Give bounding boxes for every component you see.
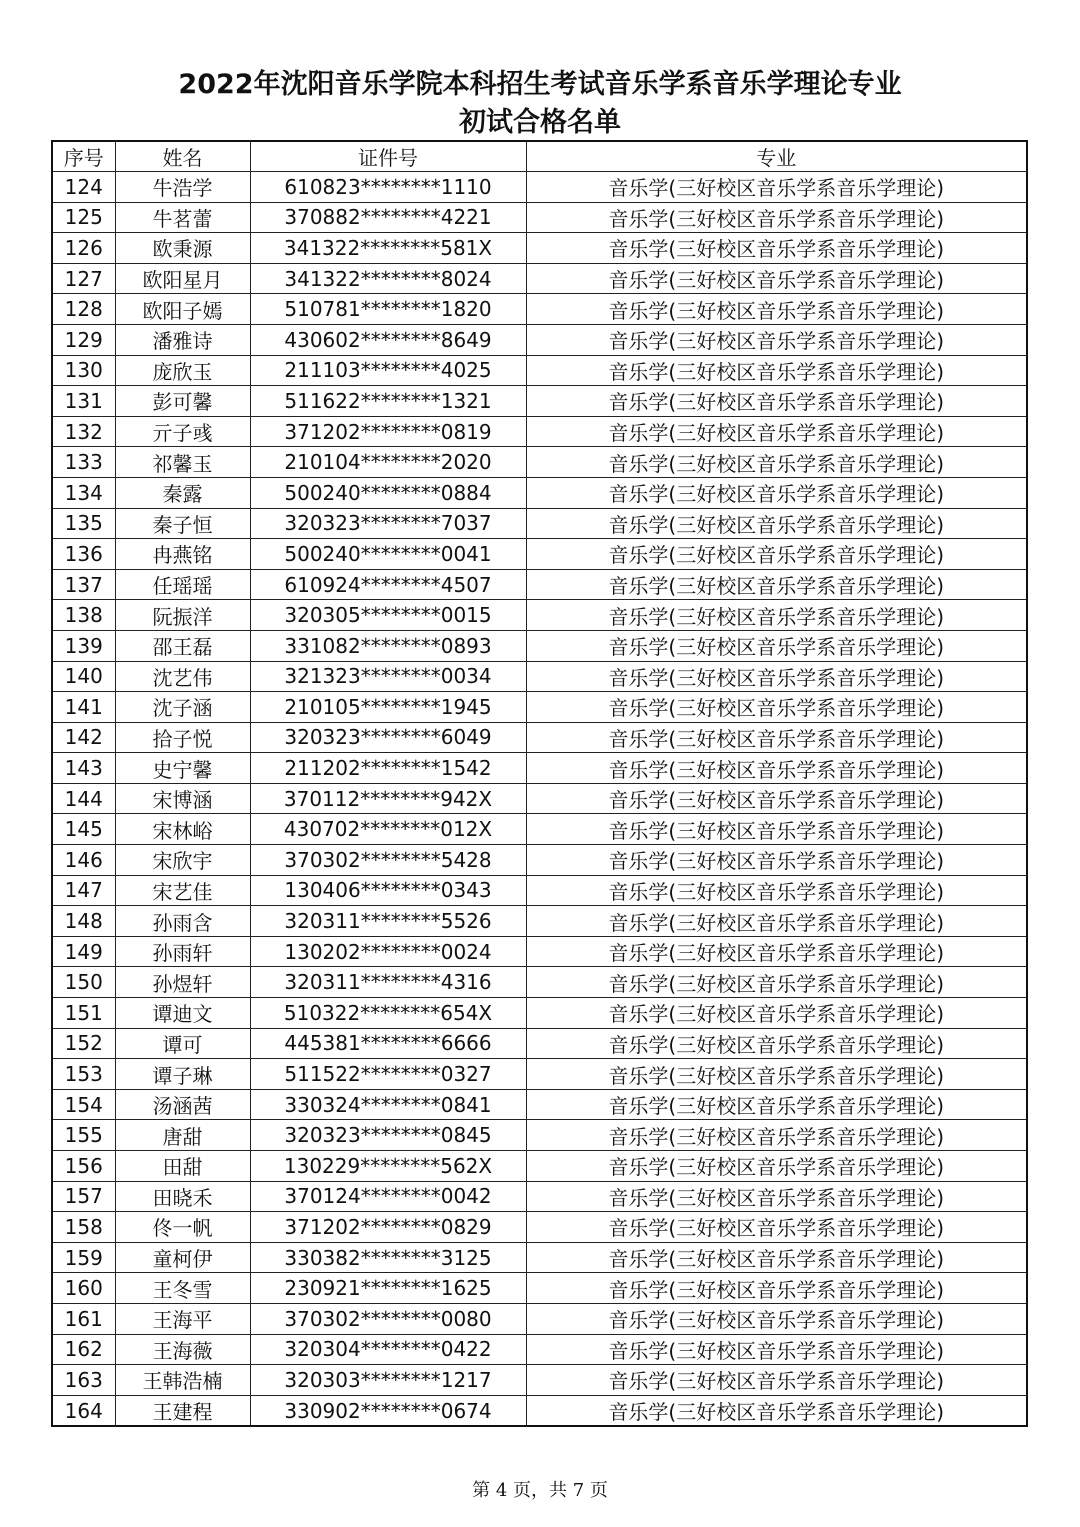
cell-id-number: 331082********0893 [250,630,526,661]
cell-major: 音乐学(三好校区音乐学系音乐学理论) [526,233,1027,264]
cell-id-number: 211103********4025 [250,355,526,386]
table-row [52,508,1027,539]
cell-index: 124 [52,172,115,203]
table-row [52,202,1027,233]
cell-id-number: 320311********5526 [250,906,526,937]
cell-index: 150 [52,967,115,998]
cell-major: 音乐学(三好校区音乐学系音乐学理论) [526,722,1027,753]
cell-major: 音乐学(三好校区音乐学系音乐学理论) [526,202,1027,233]
cell-name: 欧秉源 [115,233,250,264]
cell-name: 阮振洋 [115,600,250,631]
cell-id-number: 321323********0034 [250,661,526,692]
cell-index: 143 [52,753,115,784]
cell-id-number: 371202********0819 [250,416,526,447]
cell-id-number: 370302********5428 [250,845,526,876]
cell-id-number: 320305********0015 [250,600,526,631]
table-row [52,294,1027,325]
cell-id-number: 330324********0841 [250,1089,526,1120]
cell-major: 音乐学(三好校区音乐学系音乐学理论) [526,661,1027,692]
cell-name: 彭可馨 [115,386,250,417]
cell-index: 129 [52,324,115,355]
cell-id-number: 430702********012X [250,814,526,845]
cell-name: 宋艺佳 [115,875,250,906]
cell-name: 宋博涵 [115,783,250,814]
table-row [52,1395,1027,1426]
cell-major: 音乐学(三好校区音乐学系音乐学理论) [526,906,1027,937]
cell-name: 亓子彧 [115,416,250,447]
cell-major: 音乐学(三好校区音乐学系音乐学理论) [526,967,1027,998]
cell-major: 音乐学(三好校区音乐学系音乐学理论) [526,783,1027,814]
cell-major: 音乐学(三好校区音乐学系音乐学理论) [526,539,1027,570]
table-row [52,875,1027,906]
table-row [52,1089,1027,1120]
cell-index: 137 [52,569,115,600]
cell-id-number: 130202********0024 [250,936,526,967]
table-row [52,447,1027,478]
cell-major: 音乐学(三好校区音乐学系音乐学理论) [526,294,1027,325]
cell-name: 宋欣宇 [115,845,250,876]
cell-major: 音乐学(三好校区音乐学系音乐学理论) [526,386,1027,417]
cell-index: 155 [52,1120,115,1151]
cell-name: 孙雨含 [115,906,250,937]
cell-index: 141 [52,692,115,723]
table-row [52,1212,1027,1243]
cell-major: 音乐学(三好校区音乐学系音乐学理论) [526,998,1027,1029]
table-row [52,355,1027,386]
cell-major: 音乐学(三好校区音乐学系音乐学理论) [526,1151,1027,1182]
document-title-line1: 2022年沈阳音乐学院本科招生考试音乐学系音乐学理论专业 [178,69,902,100]
cell-name: 田甜 [115,1151,250,1182]
cell-name: 汤涵茜 [115,1089,250,1120]
cell-id-number: 341322********8024 [250,263,526,294]
table-row [52,906,1027,937]
header-name: 姓名 [115,141,250,172]
cell-index: 132 [52,416,115,447]
table-row [52,1059,1027,1090]
cell-id-number: 130406********0343 [250,875,526,906]
cell-index: 160 [52,1273,115,1304]
cell-index: 138 [52,600,115,631]
table-row [52,998,1027,1029]
table-row [52,1120,1027,1151]
cell-id-number: 320323********6049 [250,722,526,753]
cell-id-number: 320323********7037 [250,508,526,539]
cell-index: 125 [52,202,115,233]
cell-major: 音乐学(三好校区音乐学系音乐学理论) [526,1395,1027,1426]
cell-index: 151 [52,998,115,1029]
cell-major: 音乐学(三好校区音乐学系音乐学理论) [526,324,1027,355]
cell-index: 136 [52,539,115,570]
cell-id-number: 320303********1217 [250,1365,526,1396]
table-row [52,692,1027,723]
cell-id-number: 371202********0829 [250,1212,526,1243]
cell-index: 142 [52,722,115,753]
cell-id-number: 500240********0884 [250,477,526,508]
table-row [52,1242,1027,1273]
cell-id-number: 370302********0080 [250,1303,526,1334]
cell-major: 音乐学(三好校区音乐学系音乐学理论) [526,600,1027,631]
cell-index: 133 [52,447,115,478]
cell-major: 音乐学(三好校区音乐学系音乐学理论) [526,1242,1027,1273]
cell-index: 130 [52,355,115,386]
cell-name: 王韩浩楠 [115,1365,250,1396]
cell-id-number: 370112********942X [250,783,526,814]
cell-index: 148 [52,906,115,937]
cell-id-number: 130229********562X [250,1151,526,1182]
cell-major: 音乐学(三好校区音乐学系音乐学理论) [526,845,1027,876]
cell-index: 127 [52,263,115,294]
cell-name: 佟一帆 [115,1212,250,1243]
results-table [51,140,1028,1427]
cell-major: 音乐学(三好校区音乐学系音乐学理论) [526,569,1027,600]
cell-index: 146 [52,845,115,876]
cell-name: 牛茗蕾 [115,202,250,233]
cell-id-number: 320323********0845 [250,1120,526,1151]
cell-major: 音乐学(三好校区音乐学系音乐学理论) [526,477,1027,508]
cell-index: 140 [52,661,115,692]
cell-name: 庞欣玉 [115,355,250,386]
cell-index: 154 [52,1089,115,1120]
cell-name: 潘雅诗 [115,324,250,355]
table-row [52,722,1027,753]
cell-id-number: 320304********0422 [250,1334,526,1365]
document-title-line2: 初试合格名单 [459,107,621,138]
cell-major: 音乐学(三好校区音乐学系音乐学理论) [526,416,1027,447]
table-row [52,386,1027,417]
table-row [52,1181,1027,1212]
cell-major: 音乐学(三好校区音乐学系音乐学理论) [526,263,1027,294]
cell-major: 音乐学(三好校区音乐学系音乐学理论) [526,1365,1027,1396]
cell-index: 134 [52,477,115,508]
cell-major: 音乐学(三好校区音乐学系音乐学理论) [526,936,1027,967]
cell-name: 拾子悦 [115,722,250,753]
table-row [52,661,1027,692]
cell-name: 王海平 [115,1303,250,1334]
cell-major: 音乐学(三好校区音乐学系音乐学理论) [526,447,1027,478]
table-row [52,630,1027,661]
table-row [52,1303,1027,1334]
cell-major: 音乐学(三好校区音乐学系音乐学理论) [526,1212,1027,1243]
cell-index: 128 [52,294,115,325]
cell-id-number: 511622********1321 [250,386,526,417]
cell-id-number: 610823********1110 [250,172,526,203]
cell-name: 王建程 [115,1395,250,1426]
table-row [52,416,1027,447]
cell-name: 沈子涵 [115,692,250,723]
table-row [52,233,1027,264]
table-row [52,1028,1027,1059]
table-row [52,1273,1027,1304]
cell-id-number: 210104********2020 [250,447,526,478]
cell-id-number: 510781********1820 [250,294,526,325]
cell-major: 音乐学(三好校区音乐学系音乐学理论) [526,1028,1027,1059]
cell-id-number: 445381********6666 [250,1028,526,1059]
table-row [52,1365,1027,1396]
cell-id-number: 210105********1945 [250,692,526,723]
cell-index: 152 [52,1028,115,1059]
cell-major: 音乐学(三好校区音乐学系音乐学理论) [526,1059,1027,1090]
cell-id-number: 370124********0042 [250,1181,526,1212]
cell-name: 秦子恒 [115,508,250,539]
cell-name: 王冬雪 [115,1273,250,1304]
cell-index: 144 [52,783,115,814]
cell-index: 126 [52,233,115,264]
cell-index: 145 [52,814,115,845]
cell-index: 161 [52,1303,115,1334]
cell-index: 139 [52,630,115,661]
table-row [52,845,1027,876]
cell-index: 158 [52,1212,115,1243]
cell-major: 音乐学(三好校区音乐学系音乐学理论) [526,692,1027,723]
cell-name: 孙煜轩 [115,967,250,998]
cell-id-number: 341322********581X [250,233,526,264]
table-row [52,324,1027,355]
cell-id-number: 610924********4507 [250,569,526,600]
cell-id-number: 511522********0327 [250,1059,526,1090]
cell-name: 孙雨轩 [115,936,250,967]
cell-name: 谭迪文 [115,998,250,1029]
table-row [52,600,1027,631]
table-row [52,263,1027,294]
cell-name: 史宁馨 [115,753,250,784]
cell-name: 欧阳星月 [115,263,250,294]
cell-index: 156 [52,1151,115,1182]
cell-id-number: 370882********4221 [250,202,526,233]
cell-index: 159 [52,1242,115,1273]
cell-name: 谭子琳 [115,1059,250,1090]
cell-id-number: 320311********4316 [250,967,526,998]
cell-name: 唐甜 [115,1120,250,1151]
cell-name: 邵王磊 [115,630,250,661]
table-header-row [52,141,1027,172]
cell-name: 王海薇 [115,1334,250,1365]
table-row [52,172,1027,203]
table-row [52,477,1027,508]
cell-major: 音乐学(三好校区音乐学系音乐学理论) [526,1181,1027,1212]
table-row [52,967,1027,998]
cell-major: 音乐学(三好校区音乐学系音乐学理论) [526,1120,1027,1151]
cell-index: 157 [52,1181,115,1212]
cell-index: 162 [52,1334,115,1365]
cell-id-number: 230921********1625 [250,1273,526,1304]
cell-major: 音乐学(三好校区音乐学系音乐学理论) [526,753,1027,784]
cell-major: 音乐学(三好校区音乐学系音乐学理论) [526,1303,1027,1334]
cell-index: 153 [52,1059,115,1090]
cell-major: 音乐学(三好校区音乐学系音乐学理论) [526,508,1027,539]
cell-name: 冉燕铭 [115,539,250,570]
cell-name: 田晓禾 [115,1181,250,1212]
table-row [52,783,1027,814]
cell-name: 欧阳子嫣 [115,294,250,325]
cell-name: 沈艺伟 [115,661,250,692]
cell-major: 音乐学(三好校区音乐学系音乐学理论) [526,814,1027,845]
table-row [52,936,1027,967]
table-row [52,753,1027,784]
cell-major: 音乐学(三好校区音乐学系音乐学理论) [526,1273,1027,1304]
cell-index: 164 [52,1395,115,1426]
cell-name: 宋林峪 [115,814,250,845]
cell-major: 音乐学(三好校区音乐学系音乐学理论) [526,355,1027,386]
cell-id-number: 430602********8649 [250,324,526,355]
cell-id-number: 211202********1542 [250,753,526,784]
table-row [52,539,1027,570]
table-row [52,814,1027,845]
table-row [52,1334,1027,1365]
cell-id-number: 330902********0674 [250,1395,526,1426]
cell-name: 祁馨玉 [115,447,250,478]
cell-major: 音乐学(三好校区音乐学系音乐学理论) [526,875,1027,906]
cell-name: 牛浩学 [115,172,250,203]
cell-id-number: 500240********0041 [250,539,526,570]
cell-major: 音乐学(三好校区音乐学系音乐学理论) [526,1334,1027,1365]
cell-index: 131 [52,386,115,417]
cell-major: 音乐学(三好校区音乐学系音乐学理论) [526,630,1027,661]
header-major: 专业 [526,141,1027,172]
page-footer: 第 4 页，共 7 页 [472,1480,608,1501]
cell-major: 音乐学(三好校区音乐学系音乐学理论) [526,172,1027,203]
cell-index: 135 [52,508,115,539]
cell-index: 149 [52,936,115,967]
header-id-number: 证件号 [250,141,526,172]
cell-name: 童柯伊 [115,1242,250,1273]
cell-name: 秦露 [115,477,250,508]
cell-name: 谭可 [115,1028,250,1059]
cell-name: 任瑶瑶 [115,569,250,600]
cell-id-number: 330382********3125 [250,1242,526,1273]
cell-id-number: 510322********654X [250,998,526,1029]
header-index: 序号 [52,141,115,172]
cell-index: 147 [52,875,115,906]
table-row [52,569,1027,600]
cell-index: 163 [52,1365,115,1396]
table-row [52,1151,1027,1182]
cell-major: 音乐学(三好校区音乐学系音乐学理论) [526,1089,1027,1120]
